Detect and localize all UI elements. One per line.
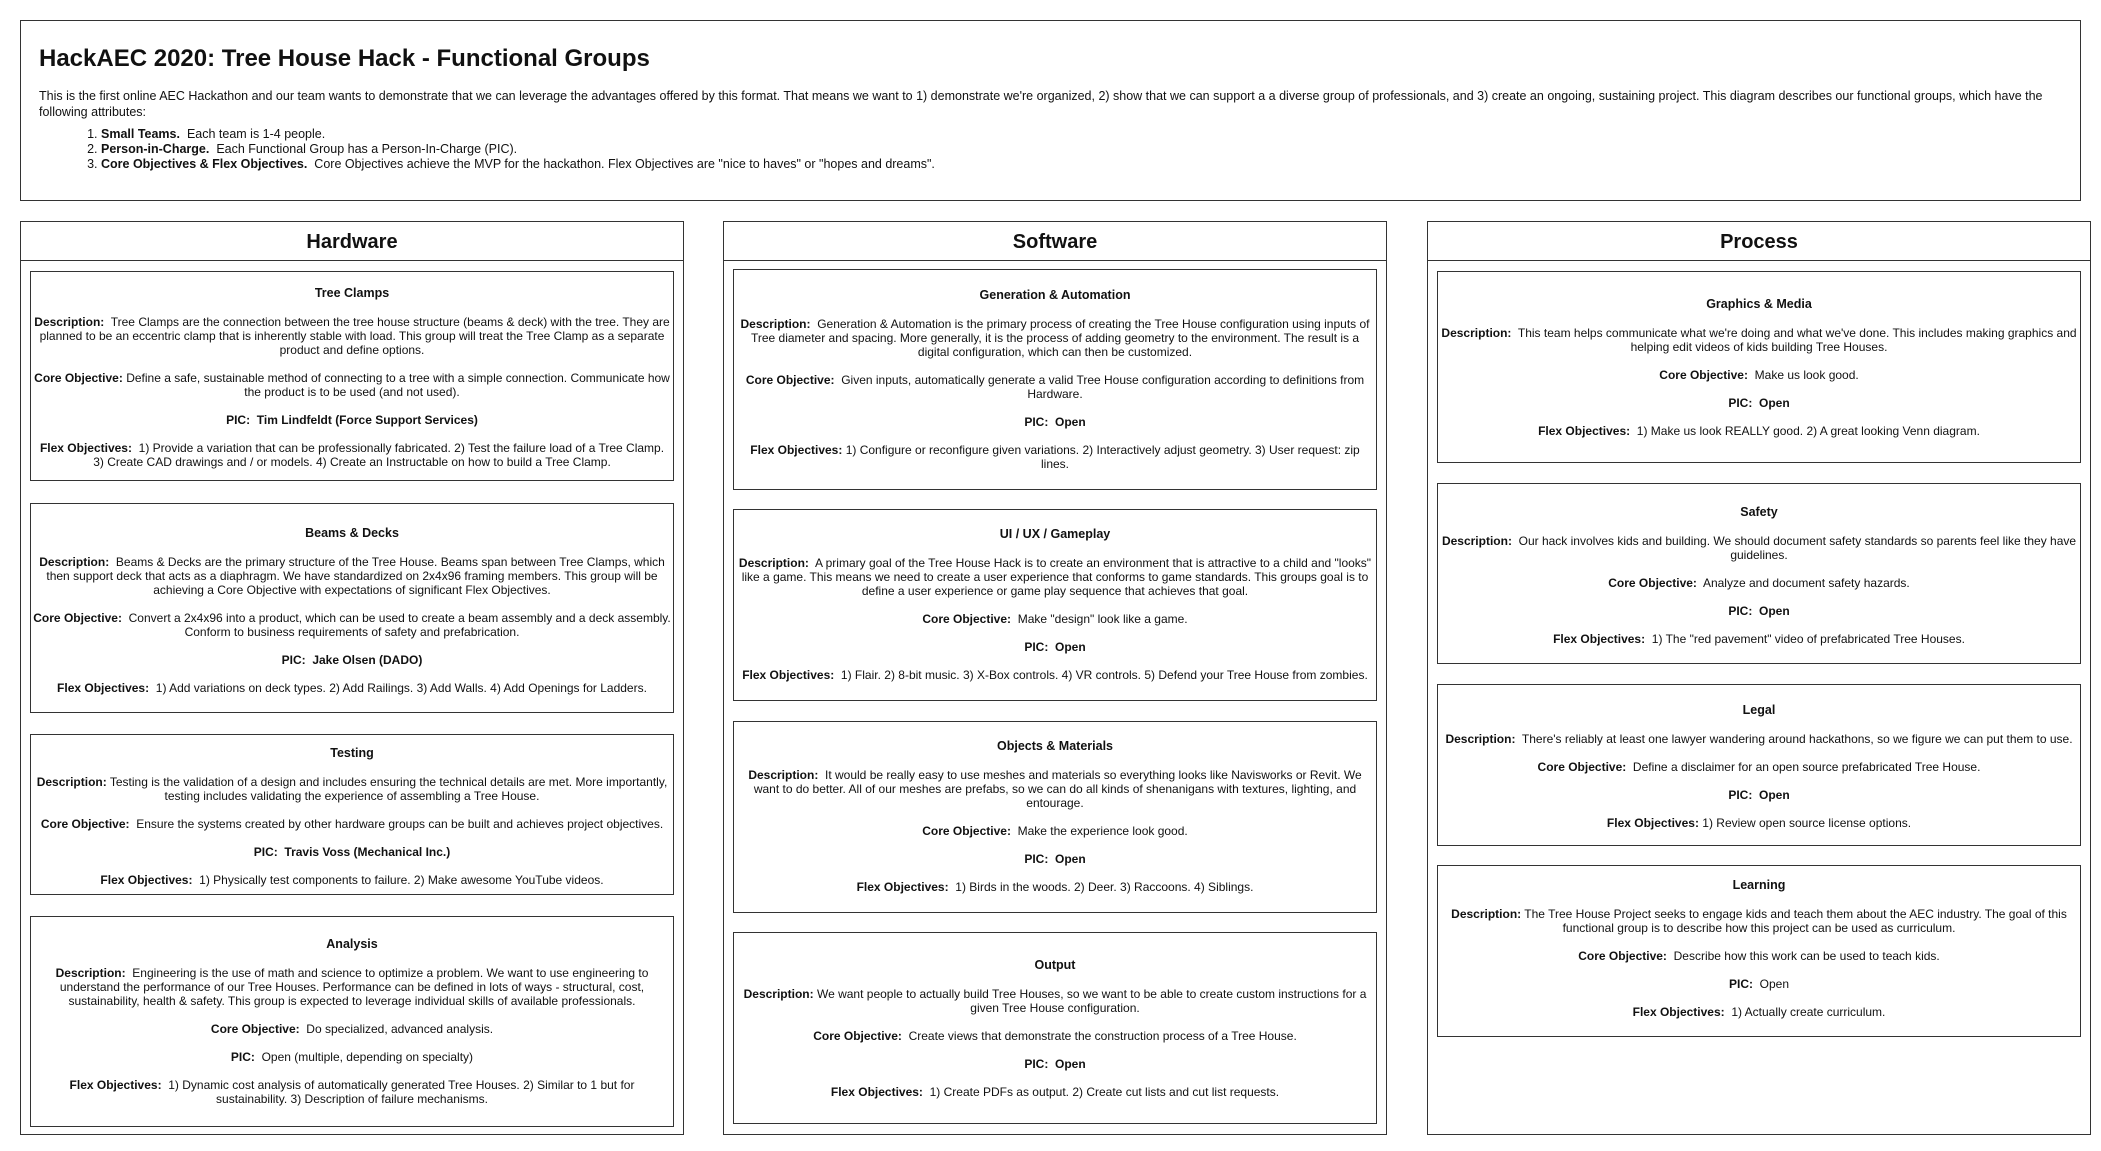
group-title: Testing <box>330 746 374 760</box>
column-title: Software <box>724 222 1386 261</box>
group-core-objective: Do specialized, advanced analysis. <box>306 1022 494 1036</box>
group-card-learning: Learning Description: The Tree House Project seeks to engage kids and teach them about the AEC industry. The goal of this functional group is to describe how this project can be used as curriculum. Core Objective: Describe how this work can be used to teach kids. PIC: Open Flex Objectives: 1) Actually create curriculum. <box>1437 865 2081 1037</box>
group-flex-objectives: 1) Birds in the woods. 2) Deer. 3) Raccoons. 4) Siblings. <box>955 880 1254 894</box>
group-core-objective: Define a safe, sustainable method of connecting to a tree with a simple connection. Communicate how the product is to be used (and not used). <box>126 371 670 399</box>
group-title: Generation & Automation <box>979 288 1131 302</box>
group-core-objective: Given inputs, automatically generate a valid Tree House configuration according to definitions from Hardware. <box>841 373 1365 401</box>
attribute-item: 2. Person-in-Charge. Each Functional Group has a Person-In-Charge (PIC). <box>101 142 2062 157</box>
group-description: The Tree House Project seeks to engage kids and teach them about the AEC industry. The goal of this functional group is to describe how this project can be used as curriculum. <box>1524 907 2067 935</box>
group-card-legal: Legal Description: There's reliably at least one lawyer wandering around hackathons, so we figure we can put them to use. Core Objective: Define a disclaimer for an open source prefabricated Tree House. PIC: Open Flex Objectives: 1) Review open source license options. <box>1437 684 2081 846</box>
group-description: A primary goal of the Tree House Hack is to create an environment that is attractive to a child and "looks" like a game. This means we need to create a user experience that conforms to game standards. This groups goal is to define a user experience or game play sequence that achieves that goal. <box>741 556 1372 598</box>
group-flex-objectives: 1) Dynamic cost analysis of automatically generated Tree Houses. 2) Similar to 1 but for sustainability. 3) Description of failure mechanisms. <box>168 1078 635 1106</box>
group-flex-objectives: 1) Add variations on deck types. 2) Add Railings. 3) Add Walls. 4) Add Openings for Ladders. <box>155 681 647 695</box>
group-core-objective: Create views that demonstrate the construction process of a Tree House. <box>908 1029 1297 1043</box>
group-card-output: Output Description: We want people to actually build Tree Houses, so we want to be able to create custom instructions for a given Tree House configuration. Core Objective: Create views that demonstrate the construction process of a Tree House. PIC: Open Flex Objectives: 1) Create PDFs as output. 2) Create cut lists and cut list requests. <box>733 932 1377 1124</box>
group-pic: Open <box>1055 640 1086 654</box>
group-description: Engineering is the use of math and science to optimize a problem. We want to use engineering to understand the performance of our Tree Houses. Performance can be defined in lots of ways - structural, cost, sustainability, health & safety. This group is expected to leverage individual skills of available professionals. <box>59 966 649 1008</box>
column-title: Process <box>1428 222 2090 261</box>
group-pic: Open <box>1759 788 1790 802</box>
group-flex-objectives: 1) Configure or reconfigure given variations. 2) Interactively adjust geometry. 3) User request: zip lines. <box>845 443 1360 471</box>
group-description: There's reliably at least one lawyer wandering around hackathons, so we figure we can put them to use. <box>1521 732 2073 746</box>
group-core-objective: Make "design" look like a game. <box>1017 612 1188 626</box>
group-flex-objectives: 1) The "red pavement" video of prefabricated Tree Houses. <box>1651 632 1965 646</box>
group-flex-objectives: 1) Review open source license options. <box>1702 816 1912 830</box>
group-card-tree-clamps: Tree Clamps Description: Tree Clamps are the connection between the tree house structure (beams & deck) with the tree. They are planned to be an eccentric clamp that is inherently stable with load. This group will treat the Tree Clamp as a separate product and define options. Core Objective: Define a safe, sustainable method of connecting to a tree with a simple connection. Communicate how the product is to be used (and not used). PIC: Tim Lindfeldt (Force Support Services) Flex Objectives: 1) Provide a variation that can be professionally fabricated. 2) Test the failure load of a Tree Clamp. 3) Create CAD drawings and / or models. 4) Create an Instructable on how to build a Tree Clamp. <box>30 271 674 481</box>
group-description: Testing is the validation of a design and includes ensuring the technical details are met. More importantly, testing includes validating the experience of assembling a Tree House. <box>109 775 668 803</box>
group-card-testing: Testing Description: Testing is the validation of a design and includes ensuring the technical details are met. More importantly, testing includes validating the experience of assembling a Tree House. Core Objective: Ensure the systems created by other hardware groups can be built and achieves project objectives. PIC: Travis Voss (Mechanical Inc.) Flex Objectives: 1) Physically test components to failure. 2) Make awesome YouTube videos. <box>30 734 674 895</box>
attribute-item: 1. Small Teams. Each team is 1-4 people. <box>101 127 2062 142</box>
group-flex-objectives: 1) Create PDFs as output. 2) Create cut lists and cut list requests. <box>929 1085 1280 1099</box>
group-description: Our hack involves kids and building. We should document safety standards so parents feel like they have guidelines. <box>1518 534 2077 562</box>
group-card-generation-automation: Generation & Automation Description: Generation & Automation is the primary process of creating the Tree House configuration using inputs of Tree diameter and spacing. More generally, it is the process of adding geometry to the environment. The result is a digital configuration, which can then be customized. Core Objective: Given inputs, automatically generate a valid Tree House configuration according to definitions from Hardware. PIC: Open Flex Objectives: 1) Configure or reconfigure given variations. 2) Interactively adjust geometry. 3) User request: zip lines. <box>733 269 1377 490</box>
group-flex-objectives: 1) Provide a variation that can be professionally fabricated. 2) Test the failure load of a Tree Clamp. 3) Create CAD drawings and / or models. 4) Create an Instructable on how to build a Tree Clamp. <box>93 441 665 469</box>
group-core-objective: Make us look good. <box>1754 368 1859 382</box>
group-core-objective: Make the experience look good. <box>1017 824 1188 838</box>
group-title: Legal <box>1742 703 1776 717</box>
group-pic: Open <box>1055 415 1086 429</box>
group-title: Learning <box>1732 878 1786 892</box>
group-pic: Open <box>1055 1057 1086 1071</box>
group-description: We want people to actually build Tree Houses, so we want to be able to create custom instructions for a given Tree House configuration. <box>816 987 1367 1015</box>
column-software <box>723 221 1387 1135</box>
attribute-item: 3. Core Objectives & Flex Objectives. Core Objectives achieve the MVP for the hackathon. Flex Objectives are "nice to haves" or "hopes and dreams". <box>101 157 2062 172</box>
group-pic: Jake Olsen (DADO) <box>312 653 423 667</box>
group-description: Generation & Automation is the primary process of creating the Tree House configuration using inputs of Tree diameter and spacing. More generally, it is the process of adding geometry to the environment. The result is a digital configuration, which can then be customized. <box>750 317 1370 359</box>
attributes-list <box>39 127 2062 172</box>
group-core-objective: Analyze and document safety hazards. <box>1702 576 1910 590</box>
group-card-graphics-media: Graphics & Media Description: This team helps communicate what we're doing and what we've done. This includes making graphics and helping edit videos of kids building Tree Houses. Core Objective: Make us look good. PIC: Open Flex Objectives: 1) Make us look REALLY good. 2) A great looking Venn diagram. <box>1437 271 2081 463</box>
header-panel <box>20 20 2081 201</box>
group-title: Beams & Decks <box>305 526 399 540</box>
column-hardware <box>20 221 684 1135</box>
column-process <box>1427 221 2091 1135</box>
group-pic: Open <box>1055 852 1086 866</box>
group-description: Tree Clamps are the connection between the tree house structure (beams & deck) with the tree. They are planned to be an eccentric clamp that is inherently stable with load. This group will treat the Tree Clamp as a separate product and define options. <box>39 315 670 357</box>
group-title: UI / UX / Gameplay <box>999 527 1111 541</box>
group-pic: Tim Lindfeldt (Force Support Services) <box>256 413 478 427</box>
group-flex-objectives: 1) Actually create curriculum. <box>1731 1005 1886 1019</box>
group-card-analysis: Analysis Description: Engineering is the use of math and science to optimize a problem. We want to use engineering to understand the performance of our Tree Houses. Performance can be defined in lots of ways - structural, cost, sustainability, health & safety. This group is expected to leverage individual skills of available professionals. Core Objective: Do specialized, advanced analysis. PIC: Open (multiple, depending on specialty) Flex Objectives: 1) Dynamic cost analysis of automatically generated Tree Houses. 2) Similar to 1 but for sustainability. 3) Description of failure mechanisms. <box>30 916 674 1127</box>
group-pic: Open <box>1759 604 1790 618</box>
group-core-objective: Convert a 2x4x96 into a product, which can be used to create a beam assembly and a deck assembly. Conform to business requirements of safety and prefabrication. <box>128 611 671 639</box>
page-title: HackAEC 2020: Tree House Hack - Functional Groups <box>39 45 650 72</box>
group-description: It would be really easy to use meshes and materials so everything looks like Navisworks or Revit. We want to do better. All of our meshes are prefabs, so we can do all kinds of shenanigans with textures, lighting, and entourage. <box>753 768 1362 810</box>
group-pic: Open <box>1759 977 1790 991</box>
group-description: Beams & Decks are the primary structure of the Tree House. Beams span between Tree Clamps, which then support deck that acts as a diaphragm. We have standardized on 2x4x96 framing members. This group will be achieving a Core Objective with expectations of significant Flex Objectives. <box>46 555 665 597</box>
group-pic: Open (multiple, depending on specialty) <box>261 1050 474 1064</box>
group-pic: Travis Voss (Mechanical Inc.) <box>284 845 451 859</box>
intro-text: This is the first online AEC Hackathon and our team wants to demonstrate that we can leverage the advantages offered by this format. That means we want to 1) demonstrate we're organized, 2) show that we can support a a diverse group of professionals, and 3) create an ongoing, sustaining project. This diagram describes our functional groups, which have the following attributes: <box>39 89 2043 119</box>
group-title: Graphics & Media <box>1706 297 1812 311</box>
group-card-safety: Safety Description: Our hack involves kids and building. We should document safety standards so parents feel like they have guidelines. Core Objective: Analyze and document safety hazards. PIC: Open Flex Objectives: 1) The "red pavement" video of prefabricated Tree Houses. <box>1437 483 2081 664</box>
group-card-beams-decks: Beams & Decks Description: Beams & Decks are the primary structure of the Tree House. Beams span between Tree Clamps, which then support deck that acts as a diaphragm. We have standardized on 2x4x96 framing members. This group will be achieving a Core Objective with expectations of significant Flex Objectives. Core Objective: Convert a 2x4x96 into a product, which can be used to create a beam assembly and a deck assembly. Conform to business requirements of safety and prefabrication. PIC: Jake Olsen (DADO) Flex Objectives: 1) Add variations on deck types. 2) Add Railings. 3) Add Walls. 4) Add Openings for Ladders. <box>30 503 674 713</box>
group-flex-objectives: 1) Make us look REALLY good. 2) A great looking Venn diagram. <box>1636 424 1980 438</box>
group-core-objective: Define a disclaimer for an open source prefabricated Tree House. <box>1632 760 1981 774</box>
group-title: Output <box>1034 958 1076 972</box>
group-pic: Open <box>1759 396 1790 410</box>
group-core-objective: Describe how this work can be used to teach kids. <box>1673 949 1940 963</box>
group-card-ui-ux-gameplay: UI / UX / Gameplay Description: A primary goal of the Tree House Hack is to create an environment that is attractive to a child and "looks" like a game. This means we need to create a user experience that conforms to game standards. This groups goal is to define a user experience or game play sequence that achieves that goal. Core Objective: Make "design" look like a game. PIC: Open Flex Objectives: 1) Flair. 2) 8-bit music. 3) X-Box controls. 4) VR controls. 5) Defend your Tree House from zombies. <box>733 509 1377 701</box>
group-card-objects-materials: Objects & Materials Description: It would be really easy to use meshes and materials so everything looks like Navisworks or Revit. We want to do better. All of our meshes are prefabs, so we can do all kinds of shenanigans with textures, lighting, and entourage. Core Objective: Make the experience look good. PIC: Open Flex Objectives: 1) Birds in the woods. 2) Deer. 3) Raccoons. 4) Siblings. <box>733 721 1377 913</box>
group-core-objective: Ensure the systems created by other hardware groups can be built and achieves project objectives. <box>136 817 664 831</box>
group-title: Safety <box>1740 505 1778 519</box>
group-title: Analysis <box>326 937 378 951</box>
group-description: This team helps communicate what we're doing and what we've done. This includes making graphics and helping edit videos of kids building Tree Houses. <box>1517 326 2077 354</box>
group-title: Tree Clamps <box>314 286 390 300</box>
group-title: Objects & Materials <box>996 739 1113 753</box>
group-flex-objectives: 1) Flair. 2) 8-bit music. 3) X-Box controls. 4) VR controls. 5) Defend your Tree House from zombies. <box>840 668 1368 682</box>
group-flex-objectives: 1) Physically test components to failure. 2) Make awesome YouTube videos. <box>199 873 604 887</box>
column-title: Hardware <box>21 222 683 261</box>
